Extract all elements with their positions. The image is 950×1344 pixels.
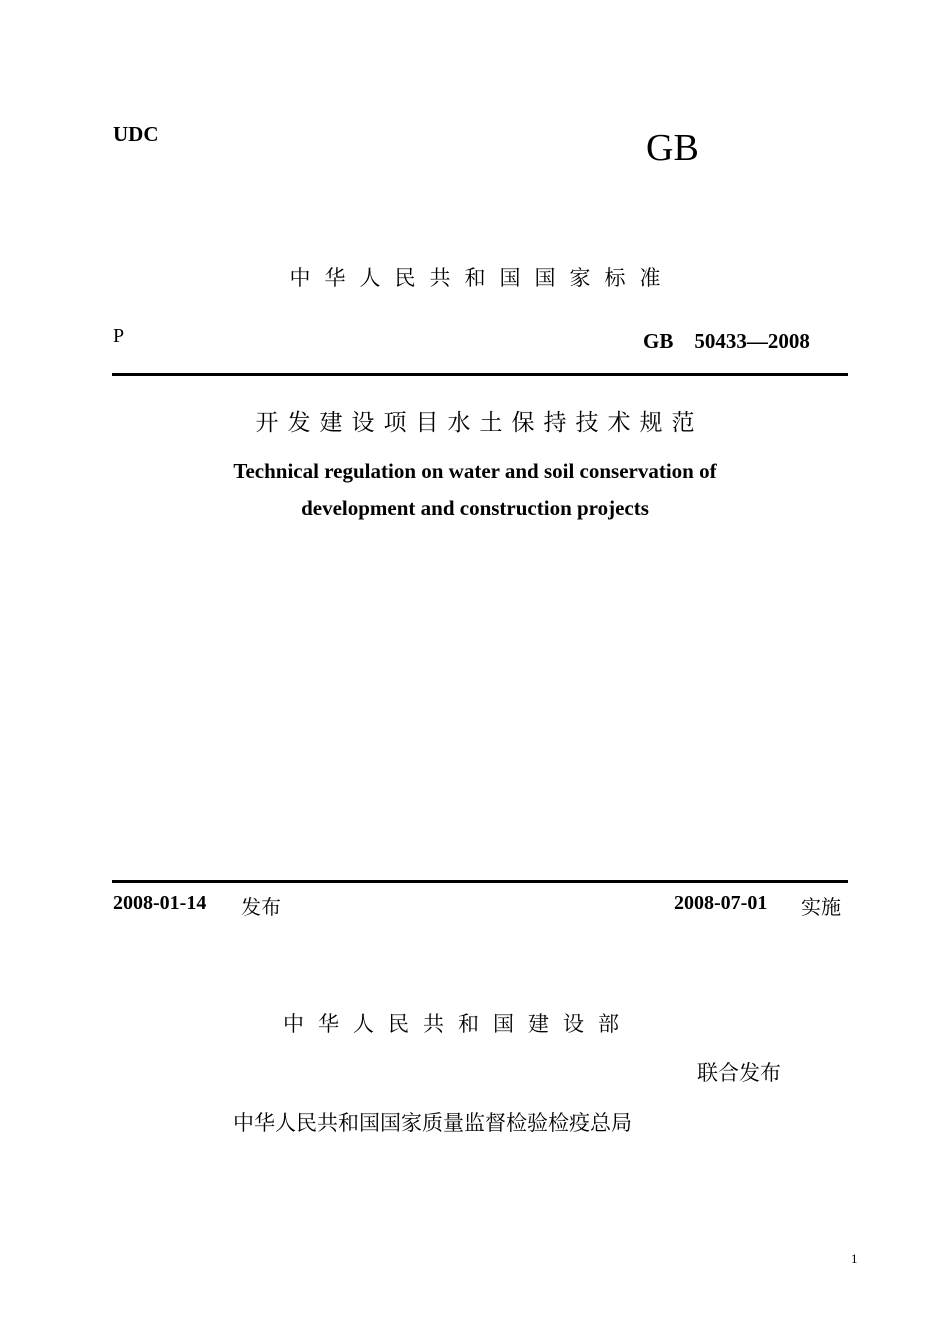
implementation-label: 实施 xyxy=(801,895,841,919)
page-number: 1 xyxy=(851,1251,858,1266)
title-english-line1: Technical regulation on water and soil conservation of xyxy=(233,459,717,483)
implementation-date: 2008-07-01 xyxy=(674,892,768,914)
top-divider xyxy=(112,373,848,376)
issue-label: 发布 xyxy=(241,895,281,919)
title-english-line2: development and construction projects xyxy=(301,496,649,520)
issue-date: 2008-01-14 xyxy=(113,892,207,914)
joint-release-label: 联合发布 xyxy=(697,1061,781,1085)
title-chinese: 开发建设项目水土保持技术规范 xyxy=(255,410,704,436)
national-standard-heading: 中华人民共和国国家标准 xyxy=(289,266,675,290)
bottom-divider xyxy=(112,880,848,883)
standard-number: GB 50433—2008 xyxy=(643,329,810,353)
issuer-administration: 中华人民共和国国家质量监督检验检疫总局 xyxy=(233,1111,632,1135)
issuer-ministry: 中华人民共和国建设部 xyxy=(283,1012,633,1036)
gb-mark: GB xyxy=(646,127,699,169)
classification-code: P xyxy=(113,325,125,347)
udc-label: UDC xyxy=(113,122,159,146)
